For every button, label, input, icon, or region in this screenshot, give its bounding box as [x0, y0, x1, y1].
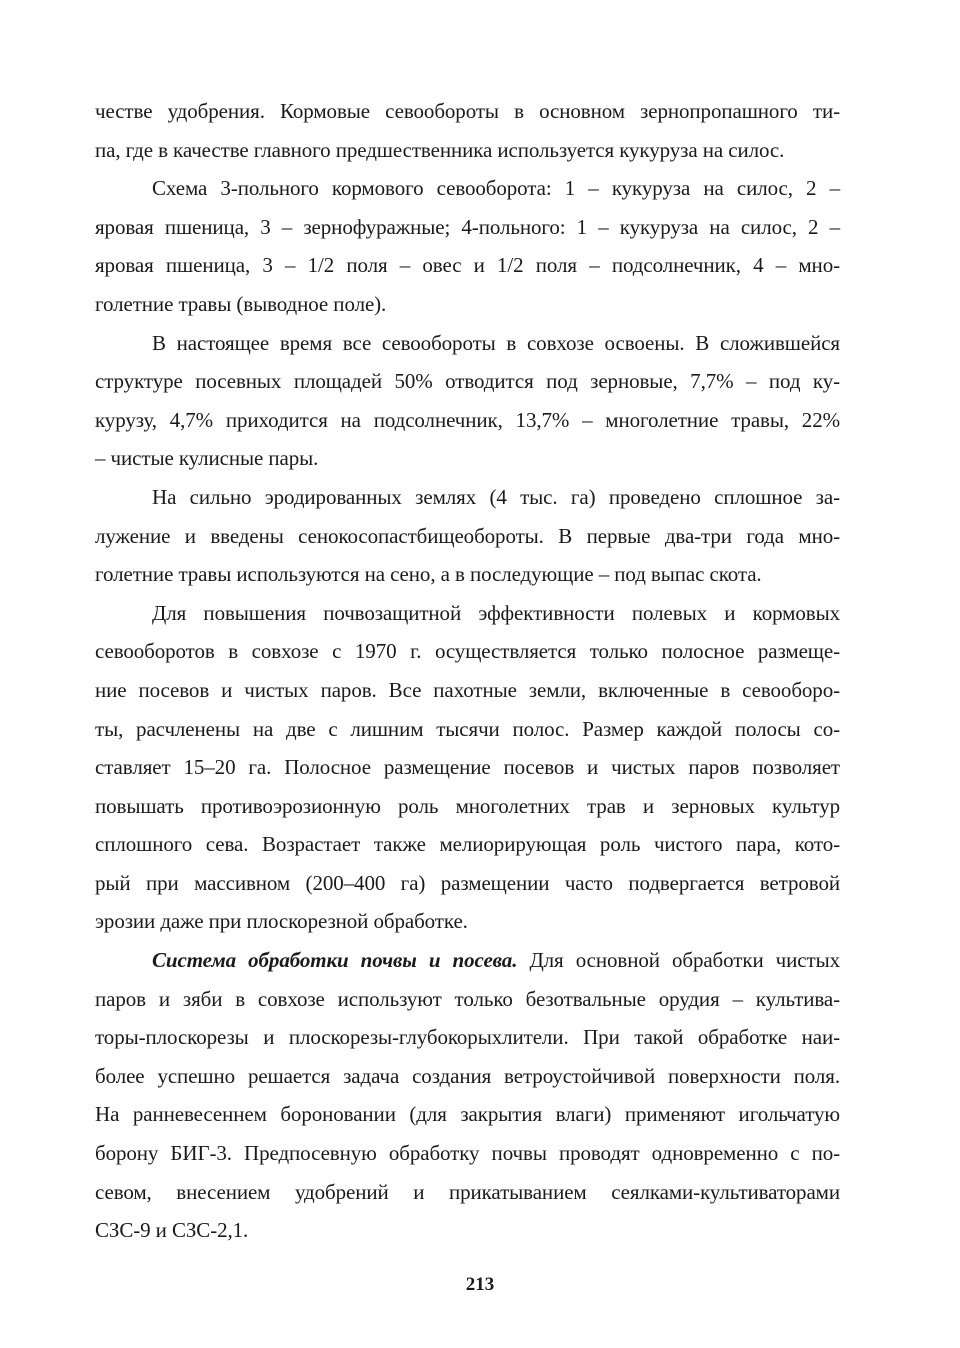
- text-line: яровая пшеница, 3 – зернофуражные; 4-польного: 1 – кукуруза на силос, 2 –: [95, 214, 840, 239]
- text-line: курузу, 4,7% приходится на подсолнечник, 13,7% – многолетние травы, 22%: [95, 407, 840, 432]
- text-line: па, где в качестве главного предшественника используется кукуруза на силос.: [95, 137, 785, 162]
- text-line: честве удобрения. Кормовые севообороты в основном зернопропашного ти-: [95, 99, 840, 123]
- text-line: более успешно решается задача создания ветроустойчивой поверхности поля.: [95, 1063, 840, 1088]
- text-line: сплошного сева. Возрастает также мелиорирующая роль чистого пара, кото-: [95, 832, 840, 857]
- text-line: структуре посевных площадей 50% отводится под зерновые, 7,7% – под ку-: [95, 369, 840, 394]
- text-line: Схема 3-польного кормового севооборота: 1 – кукуруза на силос, 2 –: [152, 176, 840, 201]
- text-line: СЗС-9 и СЗС-2,1.: [95, 1218, 249, 1243]
- page-number: 213: [465, 1274, 495, 1295]
- text-line: [95, 941, 840, 980]
- text-line: – чистые кулисные пары.: [95, 446, 319, 471]
- text-line: ты, расчленены на две с лишним тысячи полос. Размер каждой полосы со-: [95, 716, 840, 741]
- text-line: паров и зяби в совхозе используют только безотвальные орудия – культива-: [95, 986, 840, 1011]
- text-line: голетние травы (выводное поле).: [95, 291, 387, 316]
- text-line: повышать противоэрозионную роль многолетних трав и зерновых культур: [95, 793, 840, 818]
- text-line: Для повышения почвозащитной эффективности полевых и кормовых: [152, 600, 840, 625]
- text-run: Для основной обработки чистых: [517, 948, 840, 973]
- text-line: ставляет 15–20 га. Полосное размещение посевов и чистых паров позволяет: [95, 755, 840, 780]
- text-line: рый при массивном (200–400 га) размещении часто подвергается ветровой: [95, 870, 840, 895]
- text-line: В настоящее время все севообороты в совхозе освоены. В сложившейся: [152, 330, 840, 355]
- text-line: севом, внесением удобрений и прикатыванием сеялками-культиваторами: [95, 1179, 840, 1204]
- text-line: эрозии даже при плоскорезной обработке.: [95, 909, 468, 934]
- text-line: На сильно эродированных землях (4 тыс. га) проведено сплошное за-: [152, 484, 840, 509]
- text-line: голетние травы используются на сено, а в последующие – под выпас скота.: [95, 562, 762, 587]
- text-line: ние посевов и чистых паров. Все пахотные земли, включенные в севообоpo-: [95, 677, 840, 702]
- text-line: На ранневесеннем бороновании (для закрытия влаги) применяют игольчатую: [95, 1102, 840, 1127]
- section-heading: Система обработки почвы и посева.: [152, 948, 518, 973]
- text-line: яровая пшеница, 3 – 1/2 поля – овес и 1/2 поля – подсолнечник, 4 – мно-: [95, 253, 840, 278]
- body-text: [95, 92, 840, 1250]
- text-line: севооборотов в совхозе с 1970 г. осуществляется только полосное размеще-: [95, 639, 840, 664]
- text-line: борону БИГ-3. Предпосевную обработку почвы проводят одновременно с по-: [95, 1141, 840, 1166]
- text-line: лужение и введены сенокосопастбищеобороты. В первые два-три года мно-: [95, 523, 840, 548]
- text-line: торы-плоскорезы и плоскорезы-глубокорыхлители. При такой обработке наи-: [95, 1025, 840, 1050]
